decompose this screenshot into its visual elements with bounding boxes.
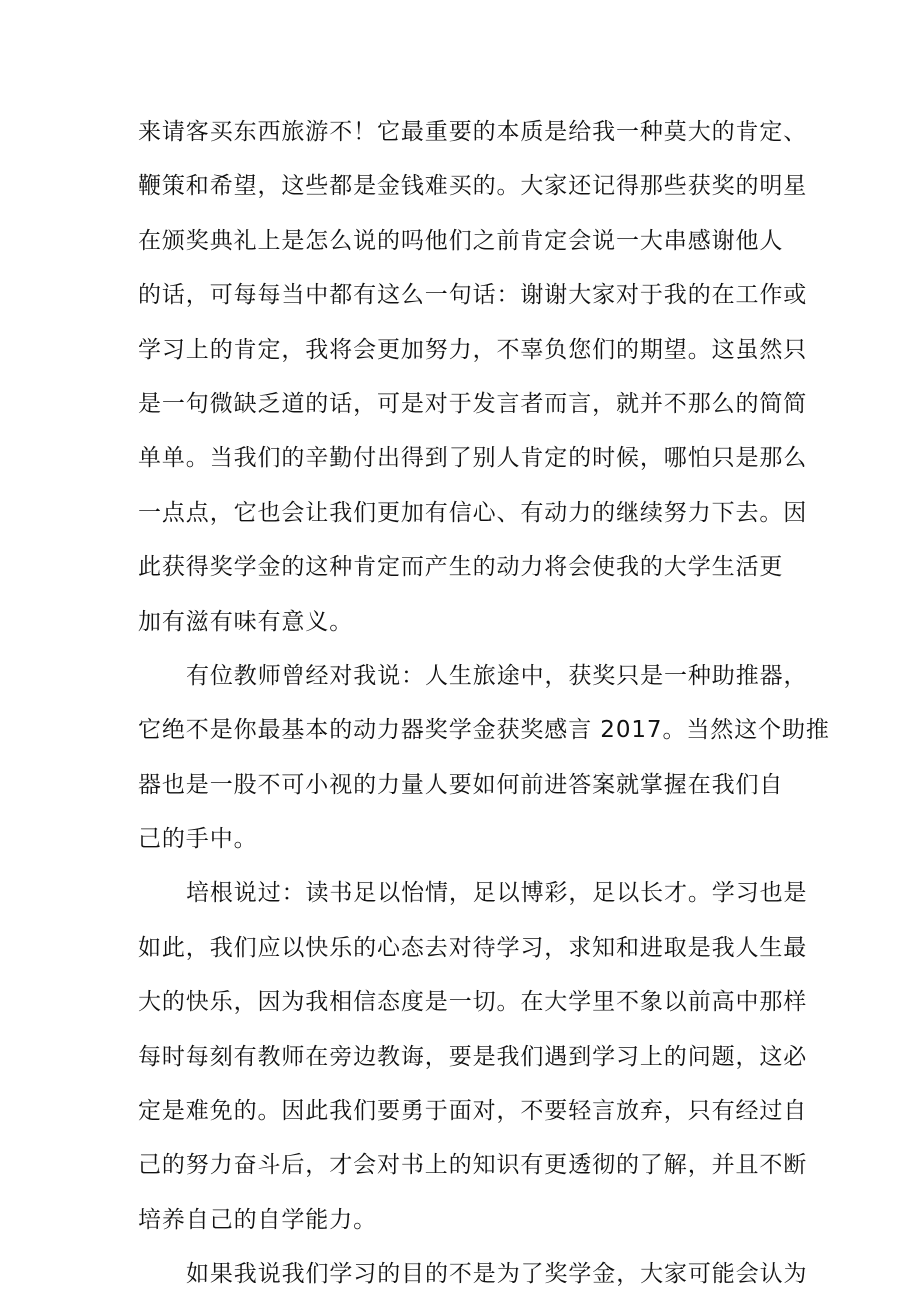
text-line: 己的努力奋斗后，才会对书上的知识有更透彻的了解，并且不断 xyxy=(138,1152,808,1179)
text-line: 培养自己的自学能力。 xyxy=(138,1206,377,1233)
text-line: 培根说过：读书足以怡情，足以博彩，足以长才。学习也是 xyxy=(186,880,808,907)
text-line: 加有滋有味有意义。 xyxy=(138,608,354,635)
text-line: 它绝不是你最基本的动力器奖学金获奖感言 2017。当然这个助推 xyxy=(138,717,830,744)
text-line: 在颁奖典礼上是怎么说的吗他们之前肯定会说一大串感谢他人 xyxy=(138,227,784,254)
text-line: 己的手中。 xyxy=(138,826,258,853)
text-line: 的话，可每每当中都有这么一句话：谢谢大家对于我的在工作或 xyxy=(138,282,808,309)
text-line: 鞭策和希望，这些都是金钱难买的。大家还记得那些获奖的明星 xyxy=(138,173,808,200)
text-line: 如此，我们应以快乐的心态去对待学习，求知和进取是我人生最 xyxy=(138,934,808,961)
text-line: 每时每刻有教师在旁边教诲，要是我们遇到学习上的问题，这必 xyxy=(138,1043,808,1070)
text-line: 有位教师曾经对我说：人生旅途中，获奖只是一种助推器， xyxy=(186,662,808,689)
text-line: 是一句微缺乏道的话，可是对于发言者而言，就并不那么的简简 xyxy=(138,390,808,417)
text-line: 单单。当我们的辛勤付出得到了别人肯定的时候，哪怕只是那么 xyxy=(138,445,808,472)
text-line: 定是难免的。因此我们要勇于面对，不要轻言放弃，只有经过自 xyxy=(138,1098,808,1125)
text-line: 器也是一股不可小视的力量人要如何前进答案就掌握在我们自 xyxy=(138,771,784,798)
paragraph xyxy=(138,105,808,649)
text-line: 学习上的肯定，我将会更加努力，不辜负您们的期望。这虽然只 xyxy=(138,336,808,363)
text-line: 大的快乐，因为我相信态度是一切。在大学里不象以前高中那样 xyxy=(138,989,808,1016)
paragraph xyxy=(138,866,808,1247)
text-line: 来请客买东西旅游不！它最重要的本质是给我一种莫大的肯定、 xyxy=(138,119,808,145)
text-line: 此获得奖学金的这种肯定而产生的动力将会使我的大学生活更 xyxy=(138,554,784,581)
document-page xyxy=(138,105,830,1302)
paragraph xyxy=(138,1247,808,1301)
text-line: 如果我说我们学习的目的不是为了奖学金，大家可能会认为 xyxy=(186,1261,808,1288)
paragraph xyxy=(138,649,830,867)
text-line: 一点点，它也会让我们更加有信心、有动力的继续努力下去。因 xyxy=(138,499,808,526)
